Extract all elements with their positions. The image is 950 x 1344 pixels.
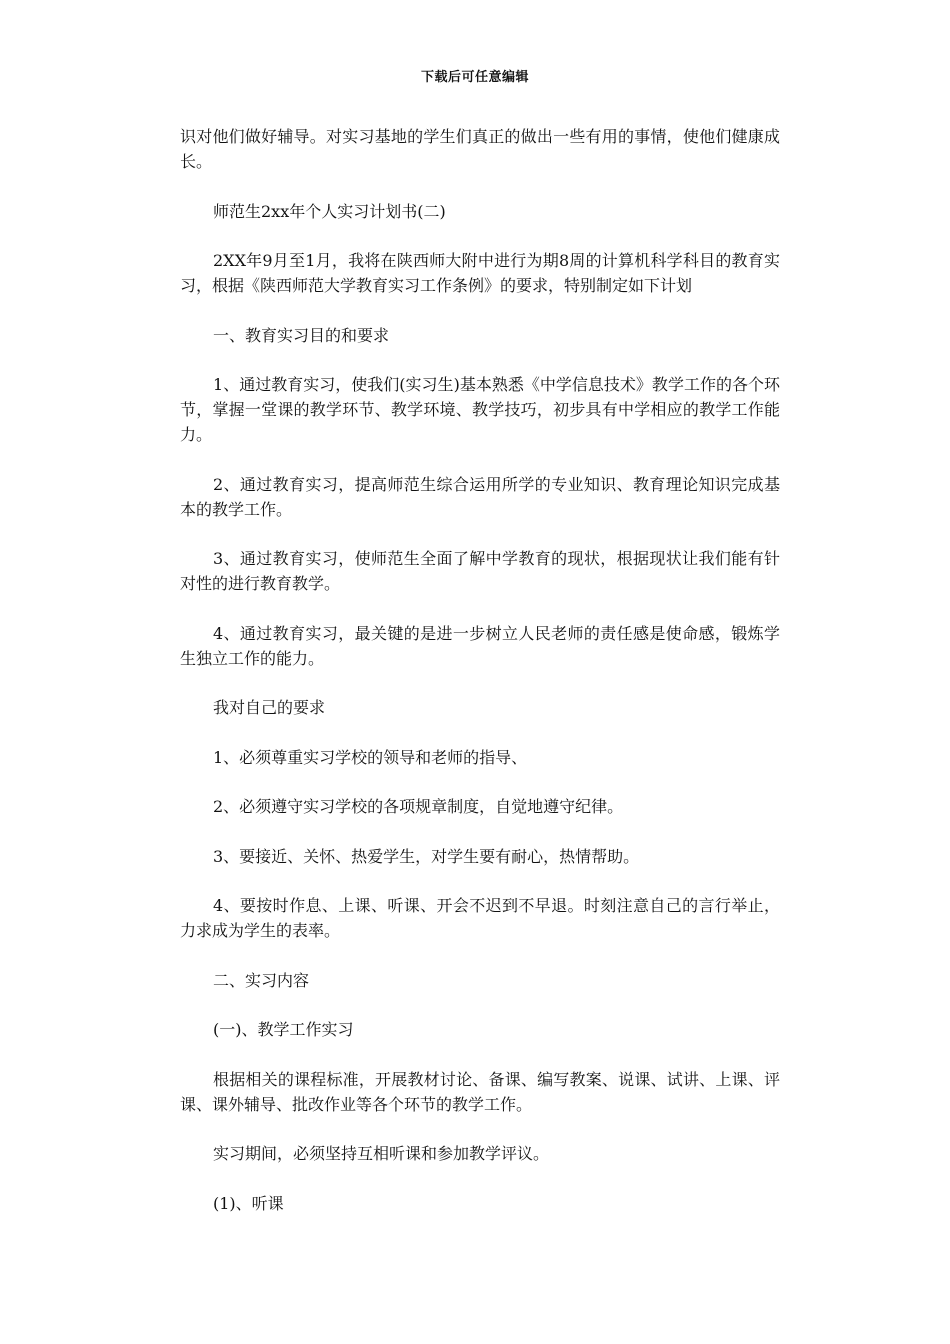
section-title: 师范生2xx年个人实习计划书(二) bbox=[213, 201, 446, 221]
paragraph: 根据相关的课程标准，开展教材讨论、备课、编写教案、说课、试讲、上课、评课、课外辅导、批改作业等各个环节的教学工作。 bbox=[180, 1069, 780, 1114]
paragraph: 识对他们做好辅导。对实习基地的学生们真正的做出一些有用的事情，使他们健康成长。 bbox=[180, 127, 780, 171]
list-item: 1、通过教育实习，使我们(实习生)基本熟悉《中学信息技术》教学工作的各个环节，掌握一堂课的教学环节、教学环境、教学技巧，初步具有中学相应的教学工作能力。 bbox=[180, 375, 780, 444]
subheading: (一)、教学工作实习 bbox=[213, 1020, 354, 1039]
page-header: 下载后可任意编辑 bbox=[420, 70, 529, 85]
subheading: (1)、听课 bbox=[213, 1193, 284, 1213]
heading: 一、教育实习目的和要求 bbox=[213, 325, 390, 345]
heading: 二、实习内容 bbox=[213, 970, 310, 990]
list-item: 2、必须遵守实习学校的各项规章制度，自觉地遵守纪律。 bbox=[213, 797, 624, 816]
list-item: 4、通过教育实习，最关键的是进一步树立人民老师的责任感是使命感，锻炼学生独立工作的能力。 bbox=[180, 623, 780, 668]
paragraph: 2XX年9月至1月，我将在陕西师大附中进行为期8周的计算机科学科目的教育实习，根据《陕西师范大学教育实习工作条例》的要求，特别制定如下计划 bbox=[180, 251, 780, 295]
list-item: 2、通过教育实习，提高师范生综合运用所学的专业知识、教育理论知识完成基本的教学工作。 bbox=[180, 474, 780, 519]
paragraph: 实习期间，必须坚持互相听课和参加教学评议。 bbox=[213, 1144, 550, 1163]
document-body bbox=[180, 124, 780, 1240]
list-item: 4、要按时作息、上课、听课、开会不迟到不早退。时刻注意自己的言行举止，力求成为学生的表率。 bbox=[180, 896, 780, 940]
heading: 我对自己的要求 bbox=[213, 698, 326, 717]
list-item: 1、必须尊重实习学校的领导和老师的指导、 bbox=[213, 747, 528, 767]
list-item: 3、通过教育实习，使师范生全面了解中学教育的现状，根据现状让我们能有针对性的进行教育教学。 bbox=[180, 549, 780, 593]
list-item: 3、要接近、关怀、热爱学生，对学生要有耐心，热情帮助。 bbox=[213, 846, 640, 866]
